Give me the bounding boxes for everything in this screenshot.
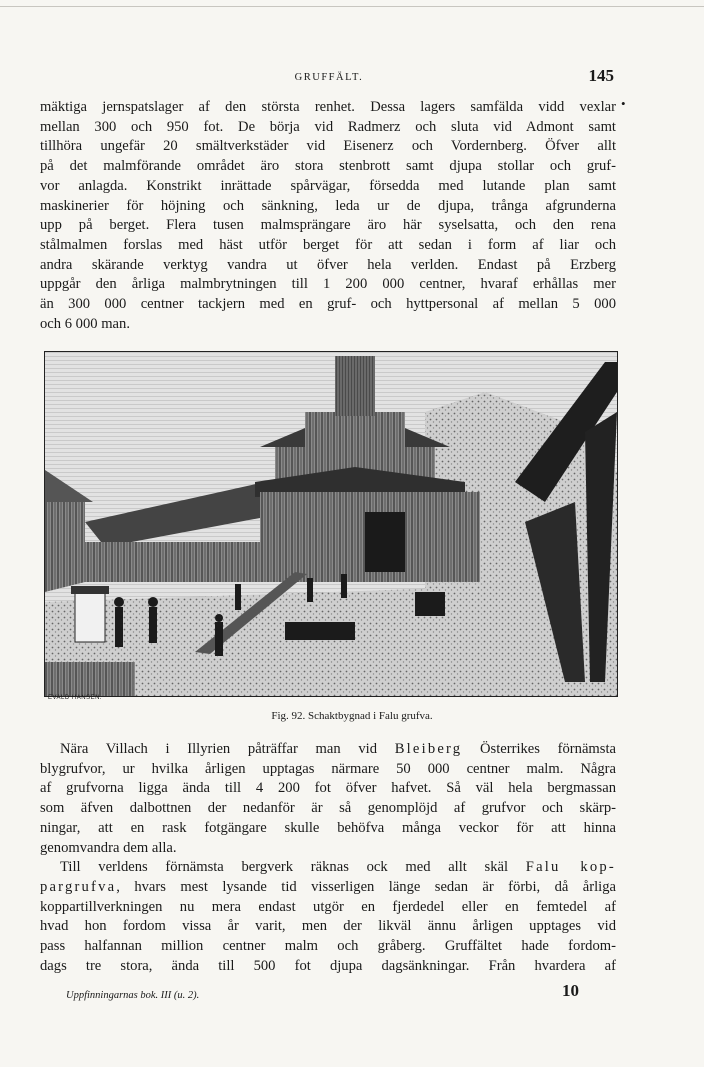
emphasized-place: Bleiberg — [394, 741, 463, 757]
text-line: andra skärande verktyg vandra ut öfver hela verlden. Endast på Erzberg — [40, 256, 616, 273]
text-line: koppartillverkningen nu mera endast utgör en fjerdedel eller en femtedel af — [40, 898, 616, 915]
engraving-illustration — [45, 352, 617, 696]
text-segment: Till verldens förnämsta bergverk räknas ock med allt skäl — [60, 859, 526, 876]
text-line: upp på berget. Flera tusen malmsprängare äro här syselsatta, och den rena — [40, 217, 616, 234]
footer-signature-mark: 10 — [562, 981, 579, 1000]
text-line: tillhöra ungefär 20 smältverkstäder vid Eisenerz och Vordernberg. Öfver allt — [40, 138, 616, 155]
paragraph-1 — [40, 98, 616, 334]
text-line: och 6 000 man. — [40, 315, 130, 332]
text-line: uppgår den årliga malmbrytningen till 1 200 000 centner, hvaraf erhållas mer — [40, 276, 616, 293]
text-line: som äfven dalbottnen der nedanför är så genomplöjd af grufvor och skärp- — [40, 800, 616, 817]
figure-number: Fig. 92. — [271, 710, 306, 722]
text-line: genomvandra dem alla. — [40, 839, 177, 856]
text-segment: , hvars mest lysande tid visserligen länge sedan är förbi, då årliga — [116, 878, 616, 895]
text-line: på det malmförande området äro stora stenbrott samt djupa stollar och gruf- — [40, 158, 616, 175]
text-line: stålmalmen forslas med häst utför berget för att sedan i form af liar och — [40, 236, 616, 253]
text-line: blygrufvor, ur hvilka årligen upptagas närmare 50 000 centner malm. Några — [40, 760, 616, 777]
text-line: än 300 000 centner tackjern med en gruf- och hyttpersonal af mellan 5 000 — [40, 296, 616, 313]
scan-edge — [0, 6, 704, 7]
text-line: ningar, att en rask fotgängare skulle behöfva många veckor för att hinna — [40, 819, 616, 836]
emphasized-place: pargrufva — [40, 878, 117, 895]
running-head: GRUFFÄLT. — [294, 72, 364, 83]
engraver-signature: EVALD HANSEN. — [48, 695, 103, 701]
emphasized-place: Falu kop- — [525, 859, 616, 876]
footer-book-reference: Uppfinningarnas bok. III (u. 2). — [66, 990, 200, 1001]
figure-caption — [0, 710, 704, 722]
text-line: mellan 300 och 950 fot. De börja vid Radmerz och sluta vid Admont samt — [40, 118, 616, 135]
page-number: 145 — [588, 66, 614, 85]
figure-title: Schaktbygnad i Falu grufva. — [308, 710, 433, 722]
text-line: af grufvorna ligga ända till 4 200 fot öfver hafvet. Så väl hela bergmassan — [40, 780, 616, 797]
engraving-mine-shaft-building — [44, 351, 618, 697]
text-line: mäktiga jernspatslager af den största renhet. Dessa lagers samfälda vidd vexlar — [40, 99, 616, 115]
text-segment: Nära Villach i Illyrien påträffar man vid — [60, 741, 395, 757]
text-line: pass halfannan million centner malm och gråberg. Gruffältet hade fordom- — [40, 938, 616, 955]
margin-mark: • — [621, 96, 626, 111]
text-line: dags tre stora, ända till 500 fot djupa dagsänkningar. Från hvardera af — [40, 957, 616, 974]
text-line — [40, 740, 616, 760]
page-header — [44, 66, 614, 90]
paragraph-2 — [40, 740, 616, 976]
text-line: hvad hon fordom vissa år varit, men der likväl ännu årligen upptages vid — [40, 918, 616, 935]
text-line — [40, 878, 616, 898]
text-line: vor anlagda. Konstrikt inrättade spårvägar, försedda med lutande plan samt — [40, 177, 616, 194]
text-line — [40, 858, 616, 878]
text-line: maskinerier för höjning och sänkning, leda ur de djupa, trånga afgrunderna — [40, 197, 616, 214]
text-segment: Österrikes förnämsta — [462, 741, 616, 757]
